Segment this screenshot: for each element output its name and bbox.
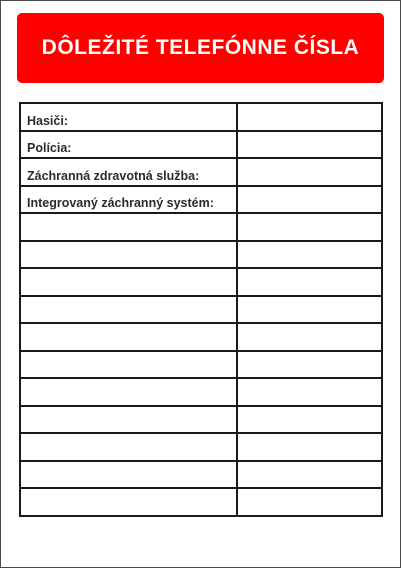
service-label bbox=[21, 265, 236, 267]
sign-title: DÔLEŽITÉ TELEFÓNNE ČÍSLA bbox=[41, 36, 360, 59]
service-label-cell bbox=[20, 186, 237, 214]
table-row bbox=[20, 378, 382, 406]
service-label bbox=[21, 513, 236, 515]
table-row bbox=[20, 186, 382, 214]
service-label bbox=[21, 293, 236, 295]
table-row bbox=[20, 268, 382, 296]
service-label: Polícia: bbox=[27, 141, 72, 155]
service-label-cell bbox=[20, 461, 237, 489]
service-label-cell bbox=[20, 131, 237, 159]
phone-number-cell bbox=[237, 158, 382, 186]
phone-number-cell bbox=[237, 351, 382, 379]
service-label-cell bbox=[20, 213, 237, 241]
service-label bbox=[21, 375, 236, 377]
phone-number-cell bbox=[237, 103, 382, 131]
phone-number-cell bbox=[237, 488, 382, 516]
service-label bbox=[21, 320, 236, 322]
phone-numbers-table bbox=[19, 102, 383, 517]
table-row bbox=[20, 323, 382, 351]
table-row bbox=[20, 296, 382, 324]
table-row bbox=[20, 131, 382, 159]
table-row bbox=[20, 461, 382, 489]
service-label-cell bbox=[20, 433, 237, 461]
service-label: Hasiči: bbox=[27, 113, 68, 128]
phone-number-cell bbox=[237, 323, 382, 351]
service-label bbox=[21, 238, 236, 240]
table-row bbox=[20, 241, 382, 269]
service-label bbox=[21, 485, 236, 487]
header-banner bbox=[17, 13, 384, 83]
phone-number-cell bbox=[237, 268, 382, 296]
service-label-cell bbox=[20, 103, 237, 131]
service-label-cell bbox=[20, 241, 237, 269]
service-label-cell bbox=[20, 351, 237, 379]
table-row bbox=[20, 433, 382, 461]
phone-number-cell bbox=[237, 213, 382, 241]
service-label: Záchranná zdravotná služba: bbox=[27, 168, 200, 183]
service-label bbox=[21, 348, 236, 350]
phone-rows bbox=[20, 103, 382, 516]
table-row bbox=[20, 213, 382, 241]
table-row bbox=[20, 351, 382, 379]
table-row bbox=[20, 103, 382, 131]
service-label-cell bbox=[20, 323, 237, 351]
service-label-cell bbox=[20, 378, 237, 406]
table-row bbox=[20, 406, 382, 434]
service-label-cell bbox=[20, 488, 237, 516]
service-label-cell bbox=[20, 268, 237, 296]
service-label-cell bbox=[20, 296, 237, 324]
phone-number-cell bbox=[237, 131, 382, 159]
service-label: Integrovaný záchranný systém: bbox=[27, 196, 214, 210]
service-label-cell bbox=[20, 406, 237, 434]
service-label bbox=[21, 458, 236, 460]
phone-number-cell bbox=[237, 296, 382, 324]
service-label-cell bbox=[20, 158, 237, 186]
table-row bbox=[20, 158, 382, 186]
phone-number-cell bbox=[237, 186, 382, 214]
phone-number-cell bbox=[237, 378, 382, 406]
table-row bbox=[20, 488, 382, 516]
service-label bbox=[21, 403, 236, 405]
phone-number-cell bbox=[237, 433, 382, 461]
phone-number-cell bbox=[237, 461, 382, 489]
service-label bbox=[21, 430, 236, 432]
phone-number-cell bbox=[237, 406, 382, 434]
phone-number-cell bbox=[237, 241, 382, 269]
